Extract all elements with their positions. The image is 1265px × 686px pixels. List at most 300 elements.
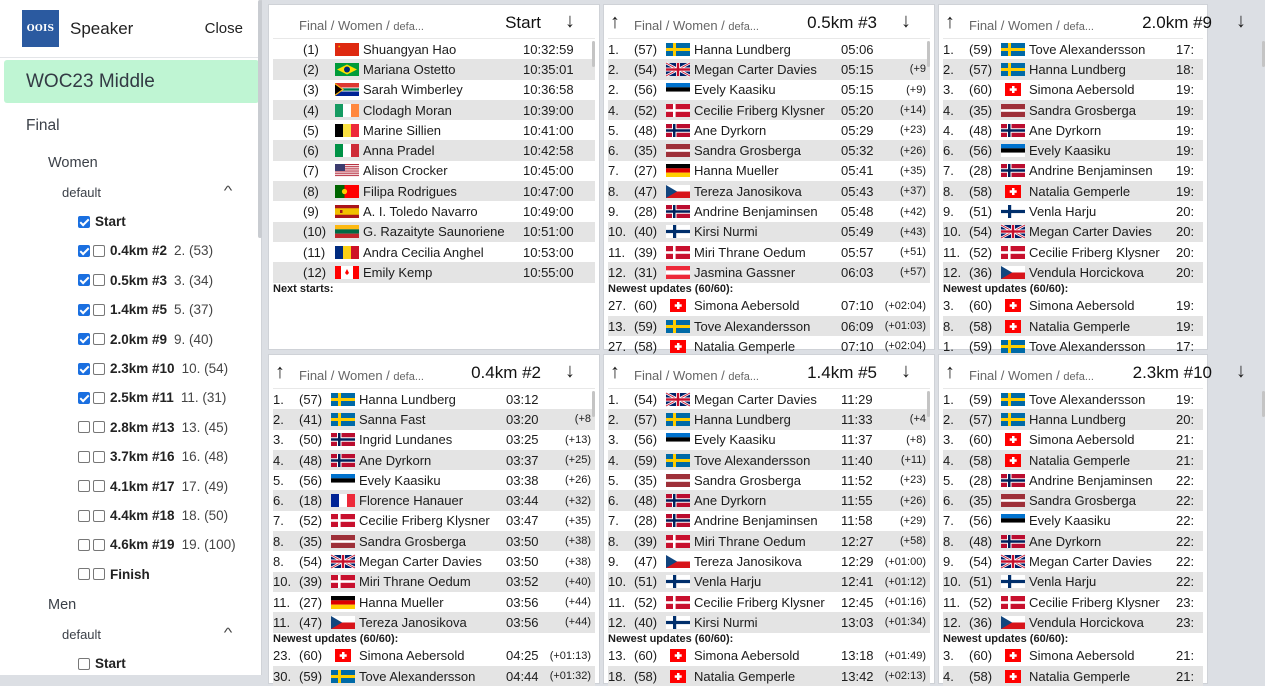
- time-behind: (+02:04): [884, 340, 926, 353]
- bib-number: (4): [303, 102, 319, 118]
- split-time: 05:49: [841, 224, 874, 240]
- results-scrollbar[interactable]: [592, 391, 595, 417]
- move-down-arrow-icon[interactable]: ↓: [901, 10, 911, 32]
- control-label: 2.3km #10: [110, 361, 175, 376]
- result-row[interactable]: [608, 296, 930, 316]
- control-speaker-checkbox[interactable]: [93, 245, 105, 257]
- split-time: 03:25: [506, 432, 539, 448]
- breadcrumb-class: defa...: [728, 21, 759, 33]
- result-row[interactable]: [608, 181, 930, 201]
- result-row[interactable]: [943, 181, 1203, 201]
- bib-number: (7): [303, 163, 319, 179]
- runner-name: Tove Alexandersson: [1029, 391, 1146, 407]
- result-row[interactable]: [608, 59, 930, 79]
- split-time: 05:20: [841, 102, 874, 118]
- bib-number: (35): [969, 493, 993, 509]
- split-time: 19:: [1176, 318, 1195, 334]
- panel-header: [608, 359, 930, 389]
- result-row[interactable]: [273, 39, 595, 59]
- result-row[interactable]: [273, 120, 595, 140]
- control-label: 0.5km #3: [110, 272, 168, 288]
- split-time: 21:: [1176, 648, 1195, 664]
- control-speaker-checkbox[interactable]: [93, 539, 105, 551]
- result-row[interactable]: [943, 592, 1203, 612]
- result-row[interactable]: [943, 409, 1203, 429]
- flag-sui-icon: [666, 340, 690, 353]
- result-row[interactable]: [943, 316, 1203, 336]
- control-label: 2.8km #13: [110, 419, 175, 435]
- panel-breadcrumb[interactable]: [299, 368, 424, 383]
- flag-sui-icon: [1001, 83, 1025, 96]
- move-up-arrow-icon[interactable]: ↑: [275, 361, 285, 383]
- control-visible-checkbox[interactable]: [78, 658, 90, 670]
- result-row[interactable]: [608, 490, 930, 510]
- result-row[interactable]: [608, 201, 930, 221]
- rank: 1.: [943, 391, 954, 407]
- bib-number: (28): [634, 204, 658, 220]
- control-visible-checkbox[interactable]: [78, 421, 90, 433]
- runner-name: Anna Pradel: [363, 143, 435, 159]
- result-row[interactable]: [273, 511, 595, 531]
- breadcrumb-path: Final / Women /: [299, 368, 394, 383]
- split-time: 03:12: [506, 391, 539, 407]
- rank: 6.: [608, 493, 619, 509]
- results-list: [273, 389, 595, 686]
- result-row[interactable]: [943, 572, 1203, 592]
- result-row[interactable]: [943, 59, 1203, 79]
- result-row[interactable]: [943, 296, 1203, 316]
- rank: 12.: [943, 614, 962, 630]
- result-row[interactable]: [943, 222, 1203, 242]
- rank: 8.: [273, 554, 284, 570]
- result-row[interactable]: [273, 222, 595, 242]
- control-visible-checkbox[interactable]: [78, 510, 90, 522]
- result-row[interactable]: [608, 551, 930, 571]
- result-row[interactable]: [273, 490, 595, 510]
- result-row[interactable]: [608, 612, 930, 632]
- result-row[interactable]: [273, 140, 595, 160]
- bib-number: (27): [634, 163, 658, 179]
- runner-name: Megan Carter Davies: [694, 61, 817, 77]
- runner-name: Andrine Benjaminsen: [1029, 163, 1153, 179]
- result-row[interactable]: [608, 316, 930, 336]
- split-time: 19:: [1176, 143, 1195, 159]
- split-time: 20:: [1176, 224, 1195, 240]
- flag-swe-icon: [1001, 413, 1025, 426]
- tree-men[interactable]: Men: [48, 597, 77, 613]
- time-behind: (+35): [565, 514, 591, 527]
- move-up-arrow-icon[interactable]: ↑: [945, 11, 955, 33]
- time-behind: (+23): [900, 474, 926, 487]
- result-row[interactable]: [273, 592, 595, 612]
- runner-name: Hanna Lundberg: [359, 391, 456, 407]
- split-time: 10:42:58: [523, 143, 574, 159]
- bib-number: (58): [969, 318, 993, 334]
- runner-name: Miri Thrane Oedum: [694, 244, 806, 260]
- result-row[interactable]: [608, 161, 930, 181]
- result-row[interactable]: [273, 242, 595, 262]
- panel-control-title: 2.3km #10: [1132, 363, 1212, 382]
- control-visible-checkbox[interactable]: [78, 539, 90, 551]
- result-row[interactable]: [273, 409, 595, 429]
- newest-updates-label: Newest updates (60/60):: [608, 282, 734, 295]
- tree-women-class[interactable]: default: [62, 185, 102, 200]
- control-speaker-checkbox[interactable]: [93, 480, 105, 492]
- runner-name: Natalia Gemperle: [694, 668, 796, 684]
- tree-control-item: [78, 390, 226, 405]
- result-row[interactable]: [273, 612, 595, 632]
- split-time: 21:: [1176, 452, 1195, 468]
- split-time: 19:: [1176, 183, 1195, 199]
- result-row[interactable]: [943, 242, 1203, 262]
- result-row[interactable]: [608, 242, 930, 262]
- rank: 5.: [943, 472, 954, 488]
- result-row[interactable]: [943, 262, 1203, 282]
- split-time: 03:47: [506, 513, 539, 529]
- time-behind: (+29): [900, 514, 926, 527]
- control-visible-checkbox[interactable]: [78, 363, 90, 375]
- result-row[interactable]: [608, 666, 930, 686]
- app-title: Speaker: [70, 18, 134, 38]
- rank: 10.: [943, 224, 962, 240]
- split-time: 20:: [1176, 411, 1195, 427]
- flag-gbr-icon: [331, 555, 355, 568]
- control-visible-checkbox[interactable]: [78, 480, 90, 492]
- runner-name: Tereza Janosikova: [359, 614, 467, 630]
- split-panel-k14: [603, 354, 935, 684]
- result-row[interactable]: [943, 551, 1203, 571]
- tree-final[interactable]: Final: [26, 117, 60, 134]
- bib-number: (59): [299, 668, 323, 684]
- bib-number: (51): [969, 574, 993, 590]
- flag-nor-icon: [666, 205, 690, 218]
- result-row[interactable]: [943, 646, 1203, 666]
- move-down-arrow-icon[interactable]: ↓: [1236, 10, 1246, 32]
- split-time: 13:18: [841, 648, 874, 664]
- result-row[interactable]: [943, 161, 1203, 181]
- time-behind: (+42): [900, 205, 926, 218]
- tree-control-item: [78, 656, 126, 671]
- close-button[interactable]: Close: [204, 20, 243, 37]
- time-behind: (+01:16): [884, 596, 926, 609]
- split-time: 12:29: [841, 554, 874, 570]
- result-row[interactable]: [608, 470, 930, 490]
- control-stats: 9. (40): [174, 331, 214, 347]
- result-row[interactable]: [608, 450, 930, 470]
- control-visible-checkbox[interactable]: [78, 392, 90, 404]
- result-row[interactable]: [943, 120, 1203, 140]
- result-row[interactable]: [273, 389, 595, 409]
- result-row[interactable]: [943, 80, 1203, 100]
- rank: 11.: [273, 614, 291, 630]
- sidebar-scrollbar[interactable]: [258, 0, 262, 238]
- control-visible-checkbox[interactable]: [78, 333, 90, 345]
- move-down-arrow-icon[interactable]: ↓: [565, 10, 575, 32]
- tree-control-item: [78, 449, 228, 464]
- control-speaker-checkbox[interactable]: [93, 510, 105, 522]
- bib-number: (52): [634, 102, 658, 118]
- tree-men-class[interactable]: default: [62, 627, 102, 642]
- control-label: 2.5km #11: [110, 390, 174, 406]
- bib-number: (57): [299, 391, 323, 407]
- result-row[interactable]: [273, 161, 595, 181]
- rank: 5.: [608, 472, 619, 488]
- runner-name: Ane Dyrkorn: [359, 452, 432, 468]
- breadcrumb-path: Final / Women /: [299, 18, 394, 33]
- flag-sui-icon: [1001, 454, 1025, 467]
- result-row[interactable]: [608, 409, 930, 429]
- time-behind: (+9: [909, 63, 926, 76]
- split-time: 12:27: [841, 533, 874, 549]
- rank: 3.: [943, 648, 954, 664]
- panel-control-title: 2.0km #9: [1142, 13, 1212, 32]
- result-row[interactable]: [943, 140, 1203, 160]
- control-speaker-checkbox[interactable]: [93, 274, 105, 286]
- runner-name: Tove Alexandersson: [359, 668, 476, 684]
- bib-number: (10): [303, 224, 327, 240]
- control-visible-checkbox[interactable]: [78, 568, 90, 580]
- runner-name: Tove Alexandersson: [694, 318, 811, 334]
- flag-est-icon: [1001, 144, 1025, 157]
- result-row[interactable]: [273, 181, 595, 201]
- flag-den-icon: [666, 104, 690, 117]
- rank: 7.: [273, 513, 284, 529]
- rank: 3.: [943, 298, 954, 314]
- rank: 4.: [943, 102, 954, 118]
- split-time: 03:52: [506, 574, 539, 590]
- result-row[interactable]: [943, 39, 1203, 59]
- rank: 2.: [608, 82, 619, 98]
- split-time: 12:45: [841, 594, 874, 610]
- result-row[interactable]: [943, 511, 1203, 531]
- breadcrumb-class: defa...: [728, 371, 759, 383]
- results-scrollbar[interactable]: [927, 391, 930, 417]
- breadcrumb-class: defa...: [1063, 371, 1094, 383]
- flag-ita-icon: [335, 144, 359, 157]
- flag-nor-icon: [666, 514, 690, 527]
- result-row[interactable]: [608, 262, 930, 282]
- flag-rou-icon: [335, 246, 359, 259]
- bib-number: (56): [969, 143, 993, 159]
- result-row[interactable]: [943, 430, 1203, 450]
- result-row[interactable]: [608, 389, 930, 409]
- control-visible-checkbox[interactable]: [78, 245, 90, 257]
- result-row[interactable]: [943, 612, 1203, 632]
- result-row[interactable]: [273, 551, 595, 571]
- runner-name: Megan Carter Davies: [359, 554, 482, 570]
- flag-den-icon: [666, 596, 690, 609]
- control-visible-checkbox[interactable]: [78, 304, 90, 316]
- result-row[interactable]: [273, 531, 595, 551]
- split-time: 10:55:00: [523, 264, 574, 280]
- move-down-arrow-icon[interactable]: ↓: [901, 360, 911, 382]
- panel-breadcrumb[interactable]: [969, 18, 1094, 33]
- bib-number: (39): [634, 533, 658, 549]
- split-time: 11:52: [841, 472, 873, 488]
- bib-number: (28): [634, 513, 658, 529]
- rank: 8.: [943, 318, 954, 334]
- panel-breadcrumb[interactable]: [634, 18, 759, 33]
- move-down-arrow-icon[interactable]: ↓: [1236, 360, 1246, 382]
- flag-lat-icon: [1001, 104, 1025, 117]
- time-behind: (+44): [565, 616, 591, 629]
- result-row[interactable]: [943, 389, 1203, 409]
- move-up-arrow-icon[interactable]: ↑: [610, 361, 620, 383]
- tree-control-item: [78, 567, 150, 582]
- split-time: 21:: [1176, 668, 1195, 684]
- move-up-arrow-icon[interactable]: ↑: [610, 11, 620, 33]
- bib-number: (54): [634, 391, 658, 407]
- control-label: Start: [95, 214, 126, 229]
- split-time: 21:: [1176, 432, 1195, 448]
- bib-number: (40): [634, 614, 658, 630]
- breadcrumb-path: Final / Women /: [969, 368, 1064, 383]
- move-up-arrow-icon[interactable]: ↑: [945, 361, 955, 383]
- rank: 1.: [943, 338, 954, 354]
- flag-nor-icon: [1001, 124, 1025, 137]
- runner-name: Clodagh Moran: [363, 102, 452, 118]
- result-row[interactable]: [943, 470, 1203, 490]
- split-time: 03:20: [506, 411, 539, 427]
- rank: 5.: [608, 122, 619, 138]
- runner-name: Tove Alexandersson: [1029, 338, 1146, 354]
- result-row[interactable]: [273, 201, 595, 221]
- control-visible-checkbox[interactable]: [78, 274, 90, 286]
- result-row[interactable]: [273, 450, 595, 470]
- next-starts-label: Next starts:: [273, 282, 334, 295]
- flag-ltu-icon: [335, 225, 359, 238]
- result-row[interactable]: [608, 120, 930, 140]
- panel-breadcrumb[interactable]: [299, 18, 424, 33]
- bib-number: (54): [969, 224, 993, 240]
- split-time: 22:: [1176, 493, 1195, 509]
- flag-chn-icon: [335, 43, 359, 56]
- split-time: 11:33: [841, 411, 873, 427]
- result-row[interactable]: [608, 430, 930, 450]
- bib-number: (60): [969, 82, 993, 98]
- flag-sui-icon: [1001, 299, 1025, 312]
- control-label: 2.0km #9: [110, 331, 168, 347]
- result-row[interactable]: [943, 531, 1203, 551]
- flag-nor-icon: [331, 433, 355, 446]
- newest-updates-label: Newest updates (60/60):: [608, 632, 734, 645]
- flag-est-icon: [666, 83, 690, 96]
- result-row[interactable]: [273, 470, 595, 490]
- split-time: 11:58: [841, 513, 873, 529]
- result-row[interactable]: [608, 140, 930, 160]
- result-row[interactable]: [943, 666, 1203, 686]
- result-row[interactable]: [608, 80, 930, 100]
- time-behind: (+8: [574, 413, 591, 426]
- split-time: 03:56: [506, 614, 539, 630]
- control-speaker-checkbox[interactable]: [93, 421, 105, 433]
- chevron-up-icon[interactable]: ^: [223, 183, 233, 198]
- runner-name: Venla Harju: [1029, 204, 1097, 220]
- results-list: [273, 39, 595, 296]
- runner-name: Ane Dyrkorn: [694, 122, 767, 138]
- runner-name: Sandra Grosberga: [359, 533, 466, 549]
- control-speaker-checkbox[interactable]: [93, 333, 105, 345]
- time-behind: (+51): [900, 246, 926, 259]
- control-speaker-checkbox[interactable]: [93, 304, 105, 316]
- tree-women[interactable]: Women: [48, 155, 98, 171]
- bib-number: (8): [303, 183, 319, 199]
- result-row[interactable]: [608, 646, 930, 666]
- result-row[interactable]: [273, 572, 595, 592]
- panel-breadcrumb[interactable]: [969, 368, 1094, 383]
- flag-den-icon: [666, 246, 690, 259]
- bib-number: (52): [969, 594, 993, 610]
- result-row[interactable]: [273, 262, 595, 282]
- control-visible-checkbox[interactable]: [78, 451, 90, 463]
- result-row[interactable]: [273, 100, 595, 120]
- bib-number: (1): [303, 41, 319, 57]
- bib-number: (56): [634, 432, 658, 448]
- split-time: 19:: [1176, 163, 1195, 179]
- result-row[interactable]: [273, 430, 595, 450]
- result-row[interactable]: [608, 572, 930, 592]
- bib-number: (60): [969, 298, 993, 314]
- result-row[interactable]: [943, 100, 1203, 120]
- split-time: 03:37: [506, 452, 539, 468]
- control-visible-checkbox[interactable]: [78, 216, 90, 228]
- split-time: 22:: [1176, 533, 1195, 549]
- result-row[interactable]: [273, 59, 595, 79]
- result-row[interactable]: [608, 100, 930, 120]
- result-row[interactable]: [608, 511, 930, 531]
- result-row[interactable]: [608, 531, 930, 551]
- results-scrollbar[interactable]: [927, 41, 930, 67]
- results-list: [608, 389, 930, 686]
- flag-por-icon: [335, 185, 359, 198]
- result-row[interactable]: [273, 646, 595, 666]
- flag-fin-icon: [666, 616, 690, 629]
- split-time: 03:50: [506, 533, 539, 549]
- result-row[interactable]: [943, 490, 1203, 510]
- split-time: 11:40: [841, 452, 873, 468]
- result-row[interactable]: [608, 592, 930, 612]
- bib-number: (12): [303, 264, 327, 280]
- control-speaker-checkbox[interactable]: [93, 568, 105, 580]
- control-speaker-checkbox[interactable]: [93, 451, 105, 463]
- move-down-arrow-icon[interactable]: ↓: [565, 360, 575, 382]
- rank: 10.: [608, 224, 627, 240]
- split-time: 17:: [1176, 41, 1195, 57]
- control-speaker-checkbox[interactable]: [93, 392, 105, 404]
- runner-name: Sandra Grosberga: [694, 472, 801, 488]
- control-speaker-checkbox[interactable]: [93, 363, 105, 375]
- rank: 12.: [608, 614, 627, 630]
- bib-number: (36): [969, 264, 993, 280]
- chevron-up-icon[interactable]: ^: [223, 625, 233, 640]
- result-row[interactable]: [943, 201, 1203, 221]
- results-scrollbar[interactable]: [592, 41, 595, 67]
- time-behind: (+02:04): [884, 299, 926, 312]
- split-time: 23:: [1176, 614, 1195, 630]
- result-row[interactable]: [273, 80, 595, 100]
- panel-breadcrumb[interactable]: [634, 368, 759, 383]
- event-selector[interactable]: WOC23 Middle: [4, 60, 259, 103]
- flag-rsa-icon: [335, 83, 359, 96]
- result-row[interactable]: [943, 450, 1203, 470]
- result-row[interactable]: [608, 222, 930, 242]
- result-row[interactable]: [273, 666, 595, 686]
- runner-name: Natalia Gemperle: [1029, 318, 1131, 334]
- bib-number: (52): [969, 244, 993, 260]
- result-row[interactable]: [608, 39, 930, 59]
- flag-swe-icon: [666, 413, 690, 426]
- rank: 8.: [608, 183, 619, 199]
